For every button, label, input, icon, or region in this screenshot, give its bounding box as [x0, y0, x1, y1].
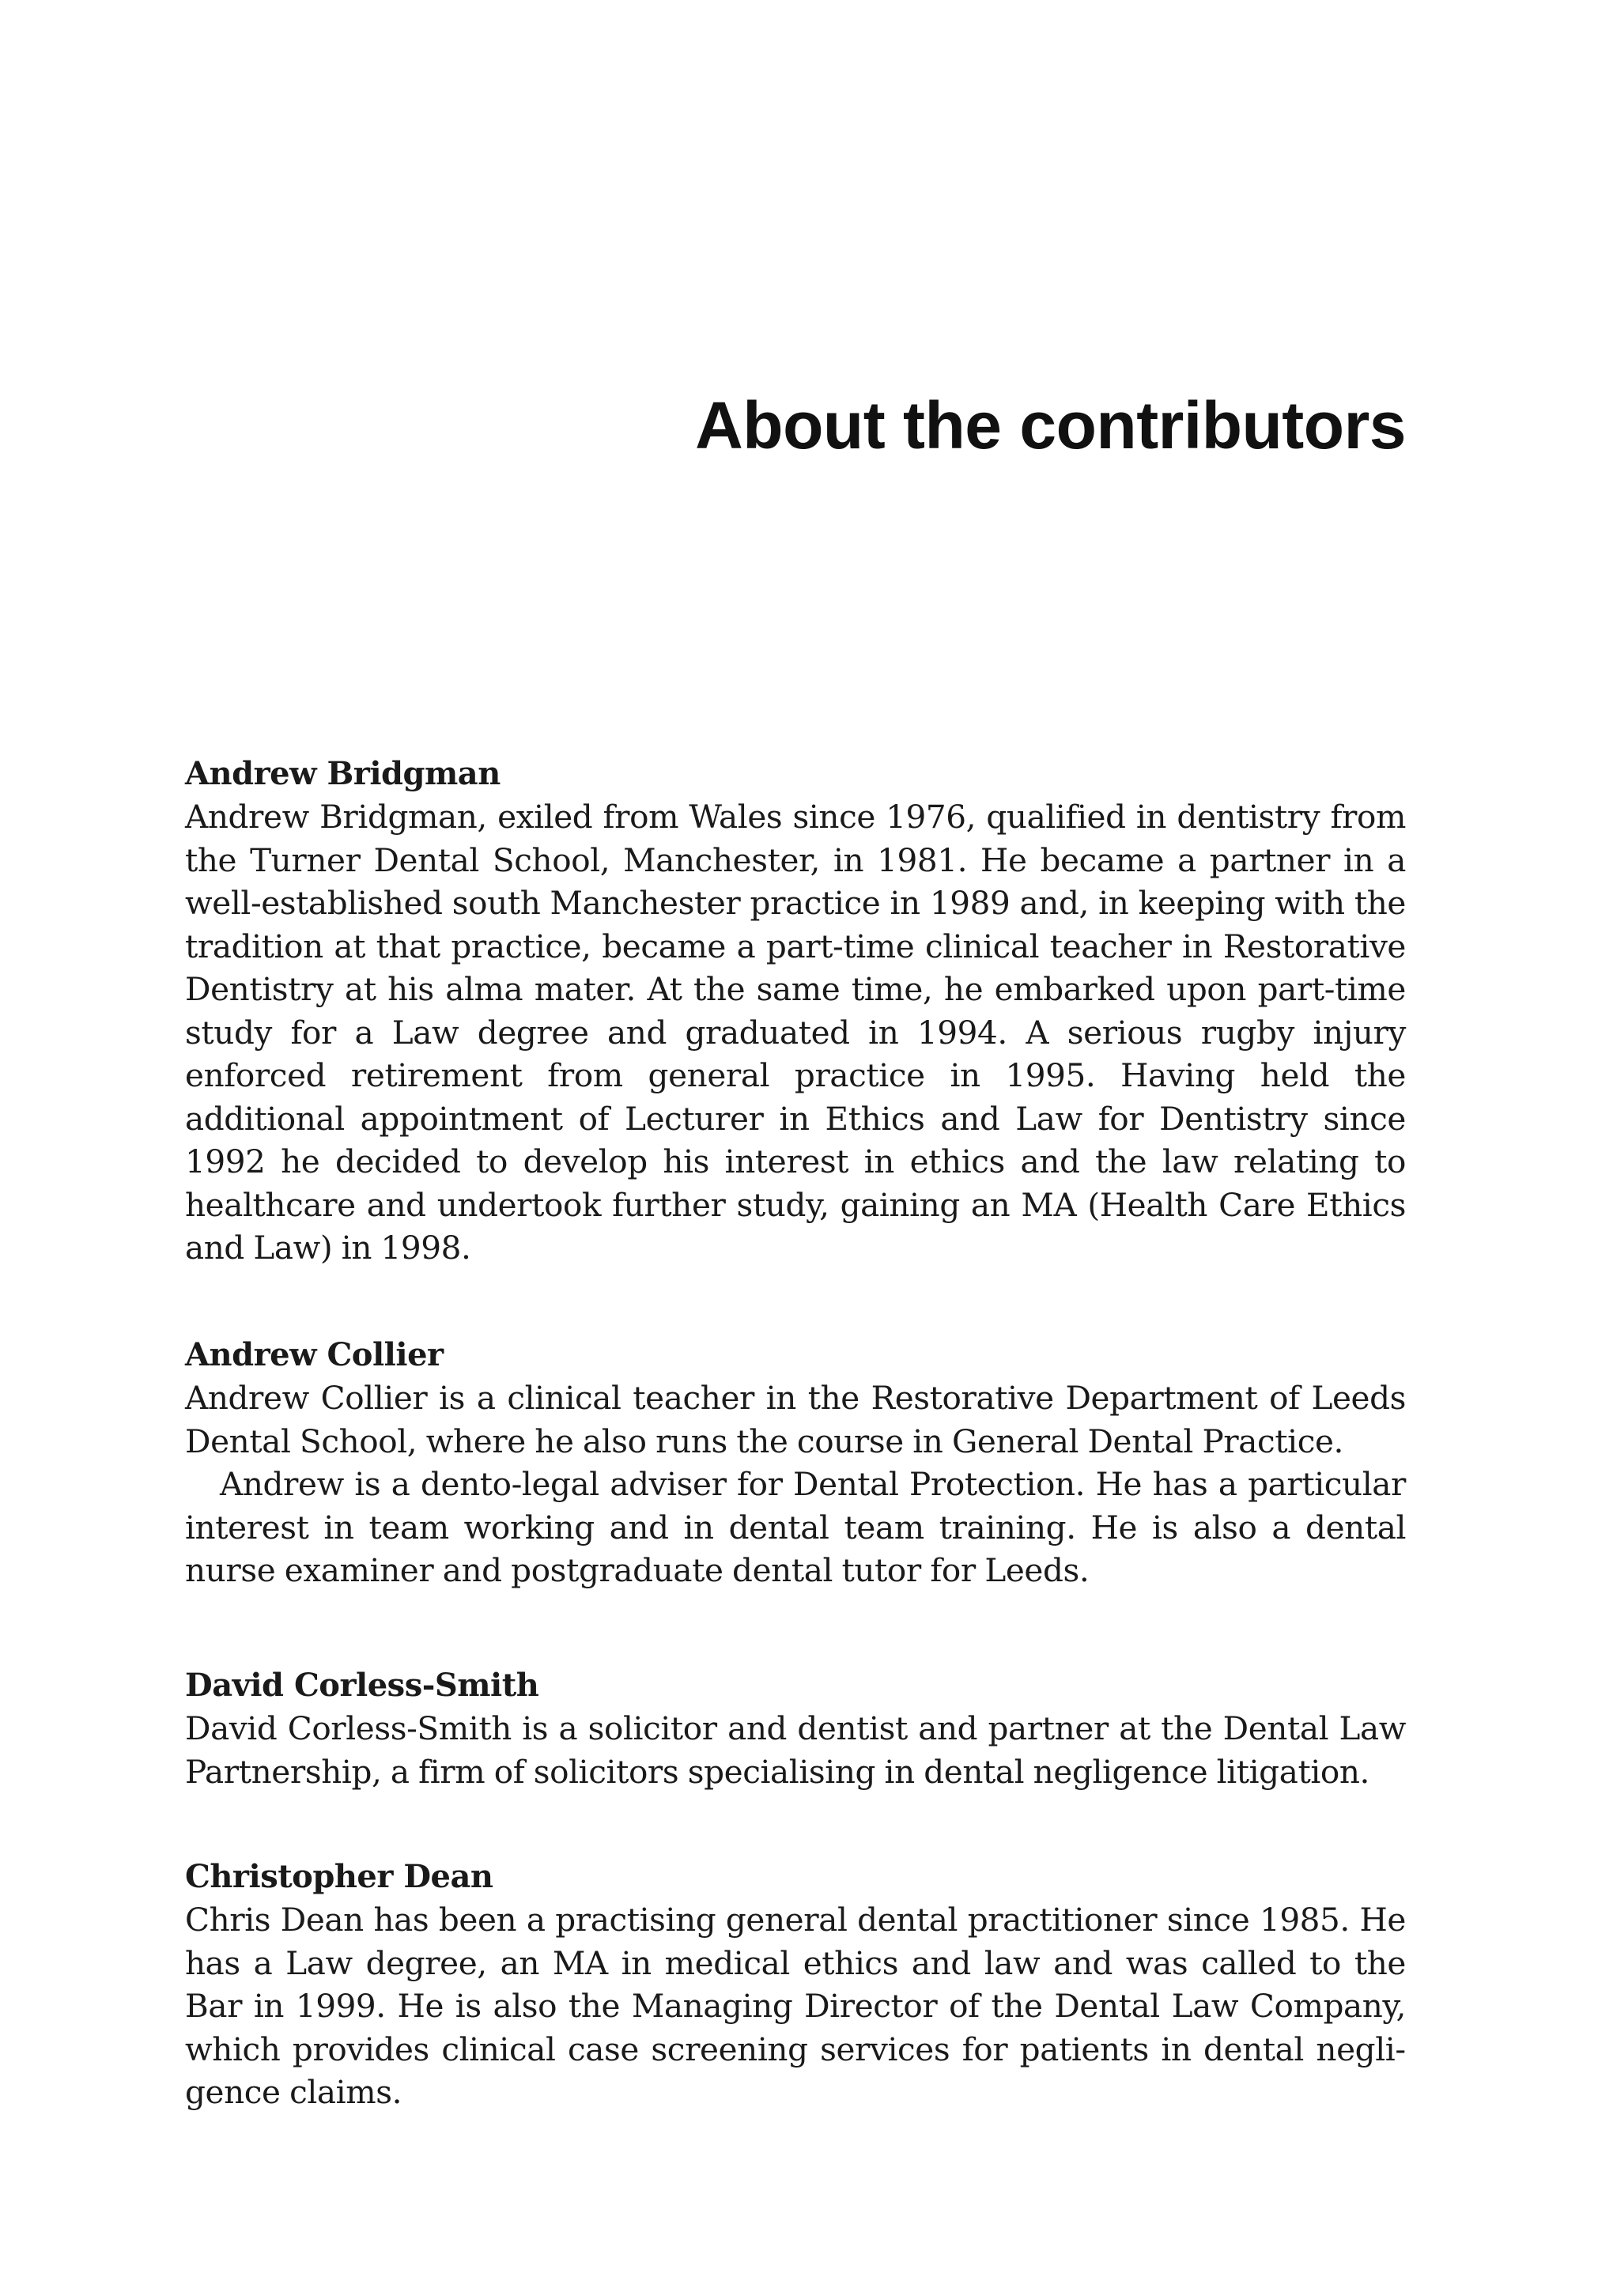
contributor-bio-continued: Andrew is a dento-legal adviser for Dental Protection. He has a particular interest in team working and in dental team training. He is also a dental nurse examiner and postgraduate dental tutor for Leeds. — [185, 1465, 1406, 1589]
contributor-bio: Andrew Collier is a clinical teacher in the Restorative Department of Leeds Dental School, where he also runs the course in General Dental Practice. — [185, 1379, 1406, 1460]
contributor-bio: Chris Dean has been a practising general dental practitioner since 1985. He has a Law degree, an MA in medical ethics and law and was called to the Bar in 1999. He is also the Managing Director of the Dental Law Company, which provides clinical case screening services for patients in dental negligence claims. — [185, 1901, 1406, 2111]
contributor-name: Christopher Dean — [185, 1858, 493, 1895]
contributor-entry-andrew-bridgman — [185, 753, 1406, 1270]
contributor-name: Andrew Collier — [185, 1336, 444, 1373]
contributor-entry-christopher-dean — [185, 1856, 1406, 2114]
contributor-name: Andrew Bridgman — [185, 755, 501, 792]
contributor-name: David Corless-Smith — [185, 1667, 539, 1704]
page-title: About the contributors — [695, 388, 1406, 463]
contributor-bio: Andrew Bridgman, exiled from Wales since 1976, qualified in dentistry from the Turner Dental School, Manchester, in 1981. He became a partner in a well-established south Manchester practice in 1989 and, in keeping with the tradition at that practice, became a part-time clinical teacher in Restorative Dentistry at his alma mater. At the same time, he embarked upon part-time study for a Law degree and graduated in 1994. A serious rugby injury enforced retirement from general practice in 1995. Having held the additional appointment of Lecturer in Ethics and Law for Dentistry since 1992 he decided to develop his interest in ethics and the law relating to healthcare and undertook further study, gaining an MA (Health Care Ethics and Law) in 1998. — [185, 798, 1406, 1267]
contributor-bio: David Corless-Smith is a solicitor and dentist and partner at the Dental Law Partnership, a firm of solicitors specialising in dental negligence litigation. — [185, 1709, 1406, 1791]
contributor-entry-david-corless-smith — [185, 1664, 1406, 1793]
contributor-entry-andrew-collier — [185, 1334, 1406, 1592]
